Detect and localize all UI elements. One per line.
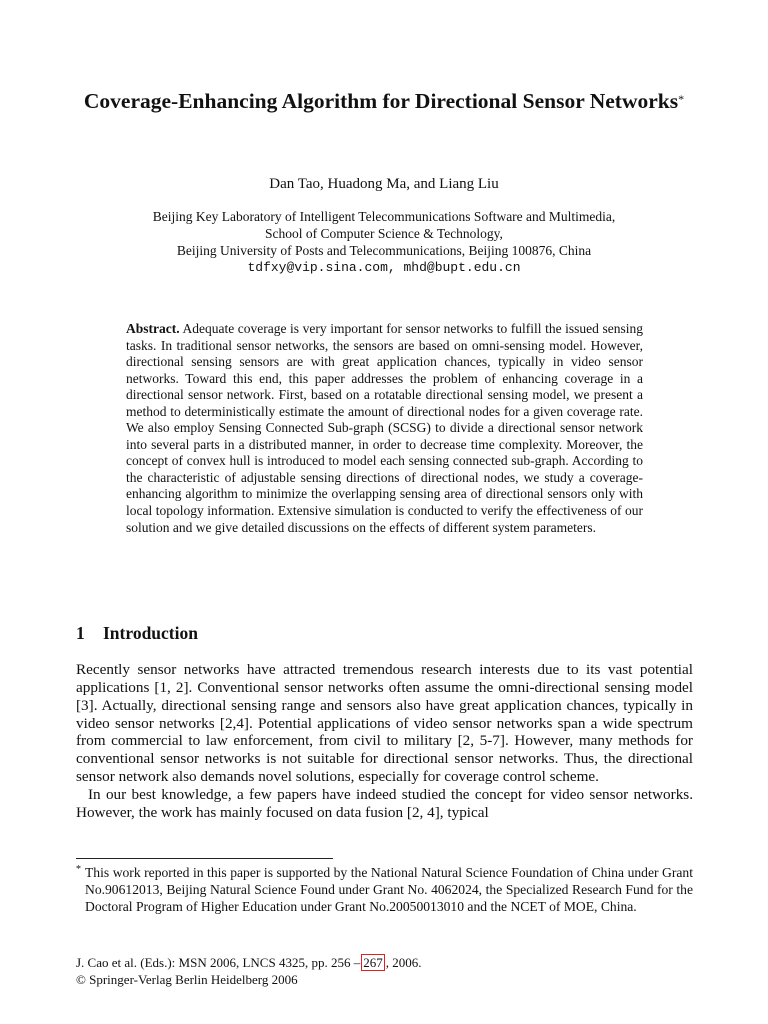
citation-prefix: J. Cao et al. (Eds.): MSN 2006, LNCS 4325, pp. 256 –	[76, 955, 361, 970]
section-heading	[76, 622, 198, 644]
section-number: 1	[76, 623, 85, 643]
author-list: Dan Tao, Huadong Ma, and Liang Liu	[269, 176, 499, 192]
body-paragraph: Recently sensor networks have attracted tremendous research interests due to its vast potential applications [1, 2]. Conventional sensor networks often assume the omni-directional sensing model [3]. Actually, directional sensing range and sensors also have great application chances, typically in video sensor networks [2,4]. Potential applications of video sensor networks span a wide spectrum from commercial to law enforcement, from civil to military [2, 5-7]. However, many methods for conventional sensor networks is not suitable for directional sensor networks. Thus, the directional sensor network also demands novel solutions, especially for coverage control scheme.	[76, 661, 693, 786]
footnote-text: This work reported in this paper is supported by the National Natural Science Foundation of China under Grant No.90612013, Beijing Natural Science Found under Grant No. 4062024, the Specialized Research Fund for the Doctoral Program of Higher Education under Grant No.20050013010 and the NCET of MOE, China.	[85, 865, 693, 915]
section-title: Introduction	[103, 623, 198, 643]
affiliation-block	[0, 208, 768, 276]
footnote	[76, 864, 693, 916]
abstract-label: Abstract.	[126, 321, 180, 336]
citation-suffix: , 2006.	[385, 955, 422, 970]
author-emails: tdfxy@vip.sina.com, mhd@bupt.edu.cn	[247, 260, 521, 275]
title-footnote-marker[interactable]: *	[678, 92, 685, 106]
footnote-marker: *	[76, 864, 81, 875]
end-page-link[interactable]: 267	[363, 955, 383, 970]
affiliation-line-3: Beijing University of Posts and Telecommunications, Beijing 100876, China	[176, 243, 592, 258]
paper-title-text: Coverage-Enhancing Algorithm for Directional Sensor Networks	[83, 89, 679, 113]
abstract	[126, 321, 643, 536]
paper-title	[60, 88, 708, 115]
affiliation-line-1: Beijing Key Laboratory of Intelligent Telecommunications Software and Multimedia,	[152, 209, 616, 224]
citation-block	[76, 954, 421, 988]
copyright-line: © Springer-Verlag Berlin Heidelberg 2006	[76, 972, 298, 987]
abstract-text: Adequate coverage is very important for sensor networks to fulfill the issued sensing tasks. In traditional sensor networks, the sensors are based on omni-sensing model. However, directional sensing sensors are with great application chances, typically in video sensor networks. Toward this end, this paper addresses the problem of enhancing coverage in a directional sensor network. First, based on a rotatable directional sensing model, we present a method to deterministically estimate the amount of directional nodes for a given coverage rate. We also employ Sensing Connected Sub-graph (SCSG) to divide a directional sensor network into several parts in a distributed manner, in order to decrease time complexity. Moreover, the concept of convex hull is introduced to model each sensing connected sub-graph. According to the characteristic of adjustable sensing directions of directional nodes, we study a coverage-enhancing algorithm to minimize the overlapping sensing area of directional sensors only with local topology information. Extensive simulation is conducted to verify the effectiveness of our solution and we give detailed discussions on the effects of different system parameters.	[126, 321, 643, 535]
footnote-divider	[76, 858, 333, 859]
section-body	[76, 661, 693, 822]
affiliation-line-2: School of Computer Science & Technology,	[265, 226, 503, 241]
citation-line	[76, 954, 421, 971]
body-paragraph: In our best knowledge, a few papers have indeed studied the concept for video sensor networks. However, the work has mainly focused on data fusion [2, 4], typical	[76, 785, 693, 821]
